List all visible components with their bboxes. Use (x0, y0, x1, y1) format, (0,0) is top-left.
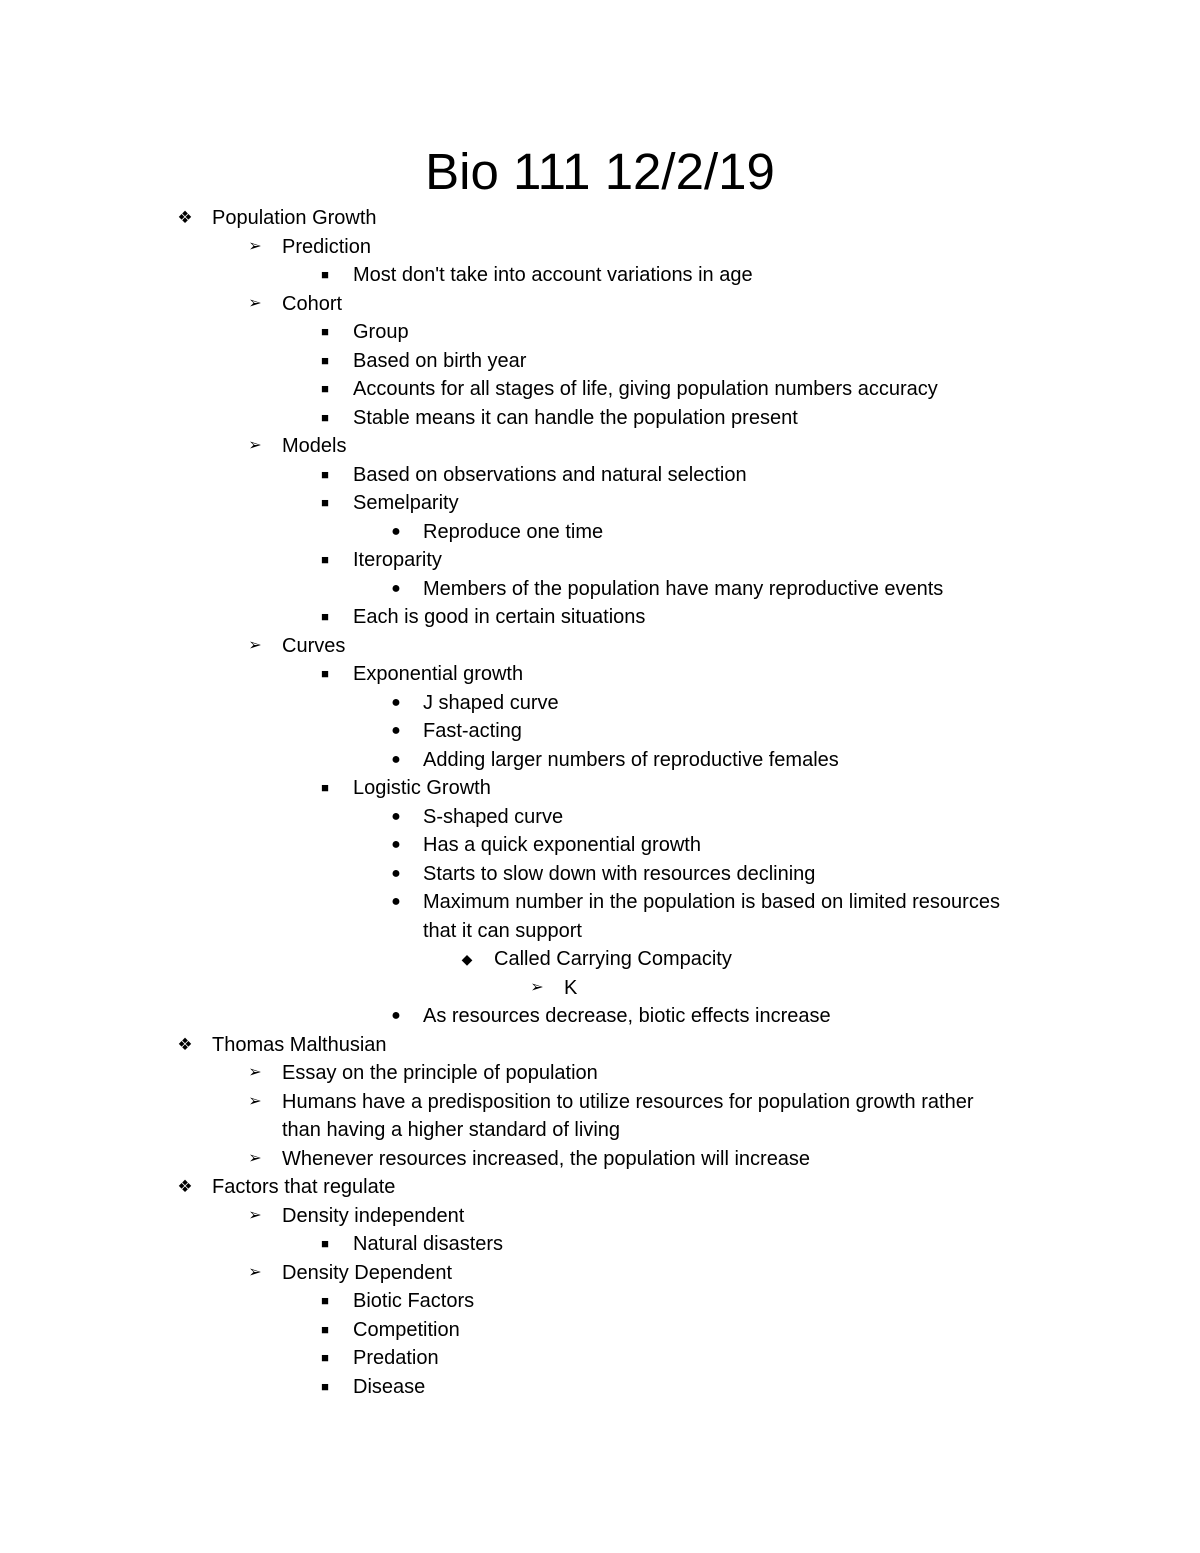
list-item-text: Stable means it can handle the population present (353, 406, 798, 429)
list-item-level-2 (0, 1344, 1200, 1373)
list-item-level-2 (0, 1287, 1200, 1316)
list-item-text: Population Growth (212, 207, 377, 229)
arrow-bullet-icon: ➢ (248, 636, 262, 654)
list-item-level-1 (0, 1202, 1200, 1231)
arrow-bullet-icon: ➢ (248, 1064, 262, 1081)
list-item-text: Has a quick exponential growth (423, 834, 701, 856)
square-bullet-icon: ■ (321, 495, 329, 510)
list-item-level-2 (0, 375, 1200, 404)
square-bullet-icon: ■ (321, 1321, 329, 1337)
list-item-text: Exponential growth (353, 663, 524, 685)
circle-bullet-icon: ● (391, 722, 401, 739)
square-bullet-icon: ■ (321, 466, 329, 482)
list-item-text: Called Carrying Compacity (494, 948, 732, 970)
circle-bullet-icon: ● (391, 522, 401, 540)
list-item-level-3 (0, 746, 1200, 775)
square-bullet-icon: ■ (321, 1236, 329, 1251)
list-item-text: than having a higher standard of living (282, 1119, 621, 1141)
list-item-text: Competition (353, 1318, 460, 1341)
list-item-text: Predation (353, 1347, 439, 1369)
diamond-bullet-icon: ❖ (177, 208, 193, 227)
list-item-level-3 (0, 518, 1200, 547)
list-item-text: Maximum number in the population is based on limited resources (423, 891, 1000, 913)
circle-bullet-icon: ● (391, 836, 401, 853)
list-item-text: Prediction (282, 235, 371, 258)
square-bullet-icon: ■ (321, 780, 329, 795)
document-title: Bio 111 12/2/19 (425, 143, 775, 200)
circle-bullet-icon: ● (391, 807, 401, 825)
list-item-text: Whenever resources increased, the population will increase (282, 1147, 811, 1170)
list-item-level-2 (0, 261, 1200, 290)
list-item-level-0 (0, 1031, 1200, 1060)
list-item-text: Logistic Growth (353, 777, 491, 799)
arrow-bullet-icon: ➢ (248, 1263, 262, 1281)
circle-bullet-icon: ● (391, 579, 401, 597)
list-item-level-2 (0, 489, 1200, 518)
arrow-bullet-icon: ➢ (248, 294, 262, 312)
square-bullet-icon: ■ (321, 552, 329, 567)
list-item-text: Humans have a predisposition to utilize resources for population growth rather (282, 1090, 974, 1113)
list-item-level-1 (0, 1059, 1200, 1088)
list-item-text: Essay on the principle of population (282, 1062, 598, 1084)
small-diamond-bullet-icon: ◆ (461, 951, 473, 967)
list-item-text: Fast-acting (423, 720, 522, 742)
arrow-bullet-icon: ➢ (248, 1206, 262, 1224)
list-item-level-3 (0, 689, 1200, 718)
square-bullet-icon: ■ (321, 1350, 329, 1365)
arrow-bullet-icon: ➢ (248, 237, 262, 255)
list-item-text: S-shaped curve (423, 805, 564, 828)
list-item-text: Density independent (282, 1204, 465, 1227)
square-bullet-icon: ■ (321, 352, 329, 368)
list-item-level-2 (0, 318, 1200, 347)
circle-bullet-icon: ● (391, 750, 401, 768)
list-item-text: Starts to slow down with resources declining (423, 862, 816, 885)
list-item-text: Accounts for all stages of life, giving population numbers accuracy (353, 378, 938, 400)
list-item-level-1 (0, 290, 1200, 319)
list-item-text: Members of the population have many reproductive events (423, 577, 944, 600)
list-item-text: Most don't take into account variations in age (353, 264, 753, 286)
circle-bullet-icon: ● (391, 1007, 401, 1024)
list-item-level-3 (0, 1002, 1200, 1031)
list-item-text: K (564, 976, 578, 999)
list-item-level-1 (0, 432, 1200, 461)
circle-bullet-icon: ● (391, 864, 401, 882)
notes-outline (0, 204, 1200, 1401)
list-item-text: Natural disasters (353, 1233, 504, 1255)
list-item-text: Iteroparity (353, 549, 442, 571)
arrow-bullet-icon: ➢ (248, 1092, 262, 1110)
list-item-text: Each is good in certain situations (353, 606, 646, 628)
square-bullet-icon: ■ (321, 381, 329, 396)
square-bullet-icon: ■ (321, 1293, 329, 1308)
list-item-text: Semelparity (353, 492, 459, 514)
list-item-text: Cohort (282, 292, 343, 315)
arrow-bullet-icon: ➢ (248, 1149, 262, 1167)
list-item-level-3 (0, 575, 1200, 604)
list-item-level-2 (0, 546, 1200, 575)
list-item-level-2 (0, 1373, 1200, 1402)
square-bullet-icon: ■ (321, 267, 329, 282)
list-item-text: Based on birth year (353, 349, 527, 372)
list-item-text: Reproduce one time (423, 520, 604, 543)
list-item-level-2 (0, 461, 1200, 490)
list-item-text: Based on observations and natural selection (353, 463, 747, 486)
square-bullet-icon: ■ (321, 1378, 329, 1394)
diamond-bullet-icon: ❖ (177, 1177, 193, 1196)
list-item-level-1 (0, 233, 1200, 262)
list-item-level-1 (0, 1259, 1200, 1288)
square-bullet-icon: ■ (321, 409, 329, 425)
list-item-level-3 (0, 803, 1200, 832)
list-item-text: Biotic Factors (353, 1290, 475, 1312)
list-item-text: Curves (282, 634, 346, 657)
list-item-level-0 (0, 204, 1200, 233)
list-item-level-1 (0, 1145, 1200, 1174)
square-bullet-icon: ■ (321, 609, 329, 624)
list-item-level-2 (0, 1316, 1200, 1345)
list-item-level-3 (0, 888, 1200, 917)
list-item-level-2 (0, 603, 1200, 632)
list-item-text: Disease (353, 1375, 426, 1398)
list-item-level-1 (0, 1088, 1200, 1117)
arrow-bullet-icon: ➢ (530, 978, 544, 996)
list-item-level-2 (0, 1230, 1200, 1259)
list-item-level-4 (0, 945, 1200, 974)
list-item-level-0 (0, 1173, 1200, 1202)
list-item-text: Thomas Malthusian (212, 1033, 387, 1056)
list-item-text: that it can support (423, 919, 582, 942)
circle-bullet-icon: ● (391, 893, 401, 910)
list-item-level-2 (0, 774, 1200, 803)
list-item-level-1 (0, 632, 1200, 661)
diamond-bullet-icon: ❖ (177, 1034, 193, 1054)
list-item-text: Density Dependent (282, 1261, 453, 1284)
square-bullet-icon: ■ (321, 666, 329, 681)
list-item-level-3 (0, 831, 1200, 860)
arrow-bullet-icon: ➢ (248, 437, 262, 454)
list-item-continuation (0, 917, 1200, 946)
list-item-text: As resources decrease, biotic effects increase (423, 1005, 831, 1027)
list-item-level-2 (0, 660, 1200, 689)
list-item-level-2 (0, 347, 1200, 376)
list-item-text: Factors that regulate (212, 1176, 396, 1198)
list-item-text: Group (353, 321, 409, 343)
list-item-level-3 (0, 860, 1200, 889)
list-item-level-3 (0, 717, 1200, 746)
square-bullet-icon: ■ (321, 324, 329, 339)
list-item-text: Adding larger numbers of reproductive females (423, 748, 839, 771)
list-item-level-5 (0, 974, 1200, 1003)
circle-bullet-icon: ● (391, 693, 401, 711)
list-item-level-2 (0, 404, 1200, 433)
list-item-continuation (0, 1116, 1200, 1145)
list-item-text: J shaped curve (423, 691, 559, 714)
list-item-text: Models (282, 435, 347, 457)
